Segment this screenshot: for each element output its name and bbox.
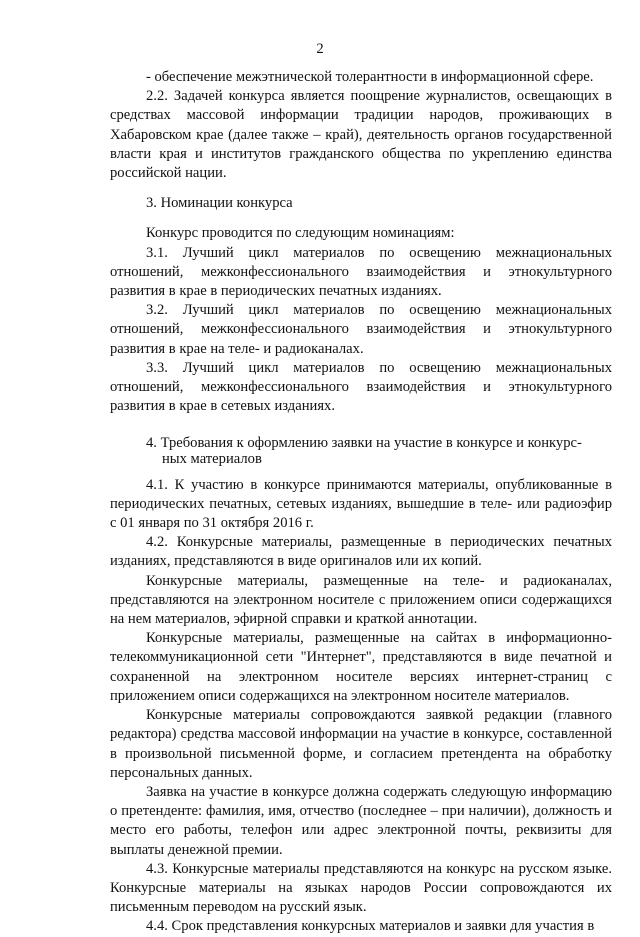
paragraph: 3.1. Лучший цикл материалов по освещению межнациональных отношений, межконфессионального взаимодействия и этнокультурного развития в крае в периодических печатных изданиях. xyxy=(110,244,612,300)
spacer xyxy=(110,183,612,194)
document-body xyxy=(110,68,612,937)
paragraph: Конкурс проводится по следующим номинациям: xyxy=(146,225,455,242)
paragraph: - обеспечение межэтнической толерантности в информационной сфере. xyxy=(146,69,594,85)
paragraph: 3.3. Лучший цикл материалов по освещению межнациональных отношений, межконфессионального взаимодействия и этнокультурного развития в крае в сетевых изданиях. xyxy=(110,359,612,415)
paragraph: Конкурсные материалы, размещенные на теле- и радиоканалах, представляются на электронном носителе с приложением описи содержащихся на нем материалов, эфирной справки и краткой аннотации. xyxy=(110,572,612,628)
page-number: 2 xyxy=(316,41,324,57)
paragraph: 4.2. Конкурсные материалы, размещенные в периодических печатных изданиях, представляются в виде оригиналов или их копий. xyxy=(110,534,612,570)
paragraph: 4.1. К участию в конкурсе принимаются материалы, опубликованные в периодических печатных, сетевых изданиях, вышедшие в теле- или радиоэфир с 01 января по 31 октября 2016 г. xyxy=(110,476,612,532)
paragraph: Заявка на участие в конкурсе должна содержать следующую информацию о претенденте: фамилия, имя, отчество (последнее – при наличии), должность и место его работы, телефон или адрес электронной почты, реквизиты для выплаты денежной премии. xyxy=(110,783,612,858)
paragraph: 4.4. Срок представления конкурсных материалов и заявки для участия в xyxy=(146,918,595,935)
paragraph: 3.2. Лучший цикл материалов по освещению межнациональных отношений, межконфессионального взаимодействия и этнокультурного развития в крае на теле- и радиоканалах. xyxy=(110,302,612,357)
section-heading xyxy=(110,434,612,467)
paragraph: Конкурсные материалы, размещенные на сайтах в информационно-телекоммуникационной сети "Интернет", представляются в виде печатной и сохраненной на электронном носителе версиях интернет-страниц с приложением описи содержащихся на электронном носителе материалов. xyxy=(110,630,612,704)
paragraph: 2.2. Задачей конкурса является поощрение журналистов, освещающих в средствах массовой информации традиции народов, проживающих в Хабаровском крае (далее также – край), деятельность органов государственной власти края и институтов гражданского общества по укреплению единства российской нации. xyxy=(110,88,612,182)
section-heading: 3. Номинации конкурса xyxy=(146,195,293,212)
paragraph: 4.3. Конкурсные материалы представляются на конкурс на русском языке. Конкурсные материалы на языках народов России сопровождаются их письменным переводом на русский язык. xyxy=(110,860,612,916)
spacer xyxy=(110,416,612,434)
paragraph: Конкурсные материалы сопровождаются заявкой редакции (главного редактора) средства массовой информации на участие в конкурсе, составленной в произвольной письменной форме, и согласием претендента на обработку персональных данных. xyxy=(110,707,612,781)
section-heading-continuation: ных материалов xyxy=(162,450,262,467)
spacer xyxy=(110,213,612,224)
section-heading-line: 4. Требования к оформлению заявки на участие в конкурсе и конкурс- xyxy=(146,435,582,452)
